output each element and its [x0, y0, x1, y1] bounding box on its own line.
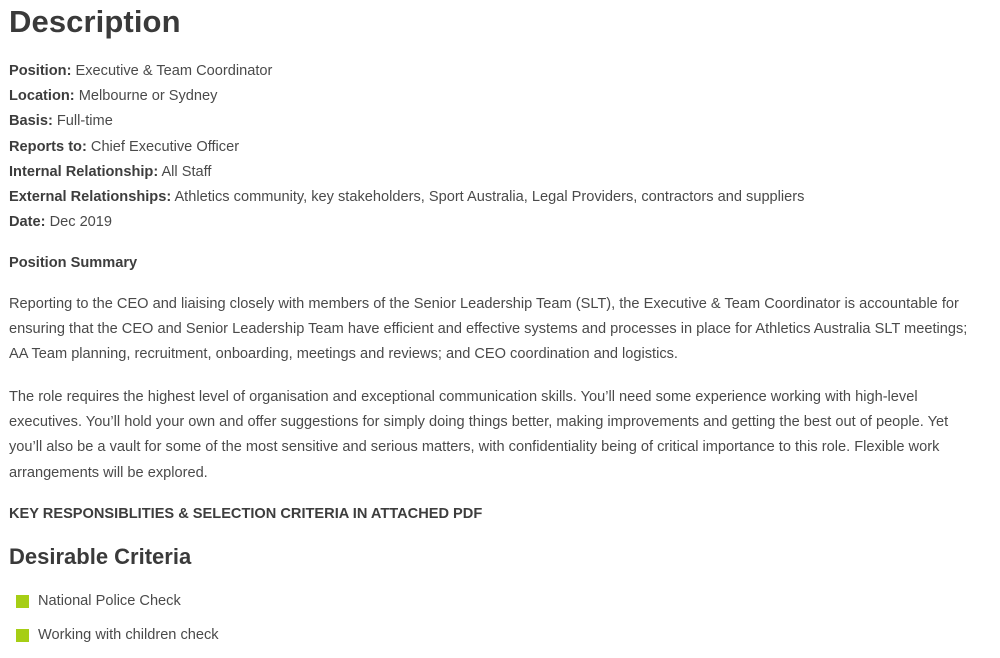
detail-position [9, 59, 984, 84]
key-responsibilities-note: KEY RESPONSIBLITIES & SELECTION CRITERIA IN ATTACHED PDF [9, 506, 483, 522]
detail-label: Reports to: [9, 138, 87, 155]
detail-label: External Relationships: [9, 188, 172, 205]
position-summary-heading: Position Summary [9, 255, 138, 271]
detail-label: Position: [9, 63, 72, 79]
detail-date [9, 210, 984, 235]
desirable-criteria-heading: Desirable Criteria [9, 544, 192, 569]
detail-value: Melbourne or Sydney [78, 88, 218, 105]
square-bullet-icon [16, 629, 29, 642]
detail-label: Date: [9, 214, 46, 231]
detail-basis [9, 109, 984, 134]
detail-external-relationships [9, 185, 984, 210]
detail-value: Chief Executive Officer [90, 138, 240, 155]
list-item [16, 623, 219, 657]
detail-value: Dec 2019 [49, 214, 113, 231]
detail-reports-to [9, 135, 984, 160]
square-bullet-icon [16, 595, 29, 608]
criteria-label: National Police Check [38, 593, 181, 609]
detail-value: Executive & Team Coordinator [75, 63, 273, 79]
criteria-label: Working with children check [38, 627, 219, 643]
desirable-criteria-list [16, 589, 219, 657]
job-details [9, 59, 984, 235]
detail-label: Basis: [9, 113, 53, 130]
detail-label: Location: [9, 88, 75, 105]
page-title: Description [9, 4, 181, 39]
summary-paragraph-2: The role requires the highest level of organisation and exceptional communication skills. You’ll need some experience working with high-level executives. You’ll hold your own and offer suggestions for simply doing things better, making improvements and getting the best out of people. Yet you’ll also be a vault for some of the most sensitive and serious matters, with confidentiality being of critical importance to this role. Flexible work arrangements will be explored. [9, 389, 949, 481]
detail-value: Athletics community, key stakeholders, Sport Australia, Legal Providers, contractors and suppliers [174, 188, 805, 205]
summary-paragraph-1: Reporting to the CEO and liaising closely with members of the Senior Leadership Team (SLT), the Executive & Team Coordinator is accountable for ensuring that the CEO and Senior Leadership Team have efficient and effective systems and processes in place for Athletics Australia SLT meetings; AA Team planning, recruitment, onboarding, meetings and reviews; and CEO coordination and logistics. [9, 296, 968, 363]
detail-internal-relationship [9, 160, 984, 185]
detail-location [9, 84, 984, 109]
detail-value: Full-time [56, 113, 113, 130]
list-item [16, 589, 219, 623]
detail-value: All Staff [161, 163, 212, 180]
detail-label: Internal Relationship: [9, 163, 159, 180]
